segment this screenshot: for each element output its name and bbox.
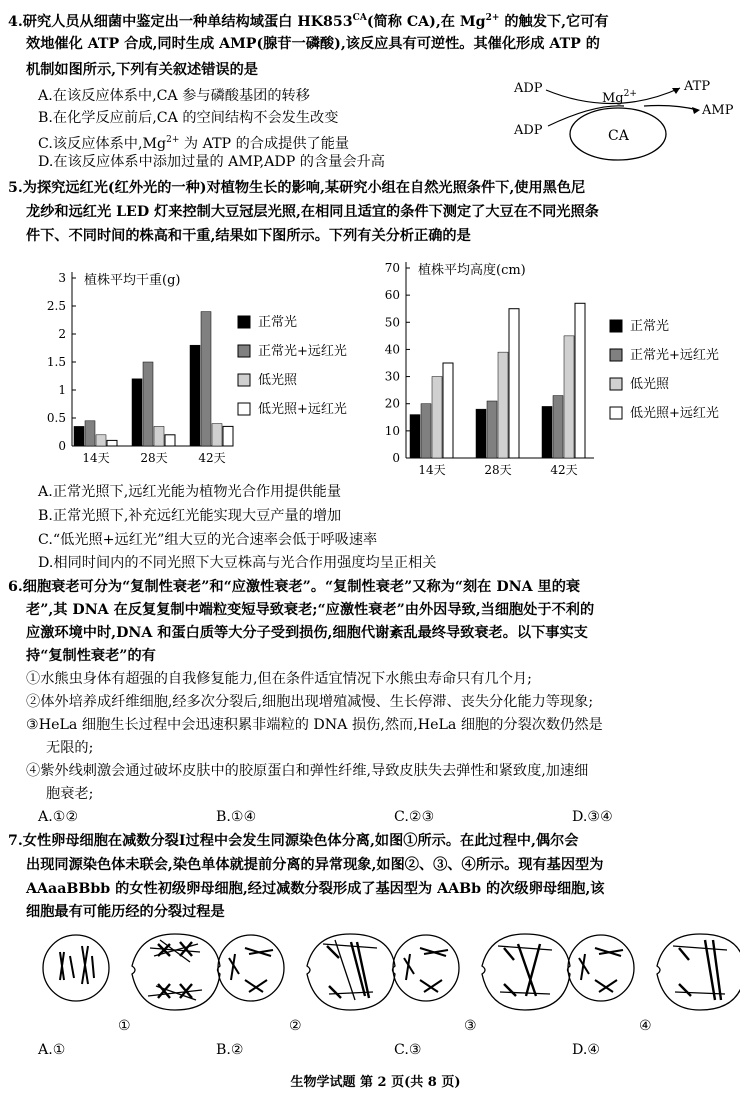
q5-option-c: C.“低光照+远红光”组大豆的光合速率会低于呼吸速率 — [38, 532, 378, 548]
y-tick-label: 2 — [58, 327, 66, 341]
adp-label-2: ADP — [514, 123, 543, 138]
separated-chromosomes — [504, 944, 540, 996]
bar — [74, 426, 84, 446]
q6-item-2: ②体外培养成纤维细胞,经多次分裂后,细胞出现增殖减慢、生长停滞、丧失分化能力等现象; — [26, 694, 594, 710]
q7-option-a: A.① — [38, 1042, 66, 1058]
bar — [132, 379, 142, 446]
legend-swatch — [610, 407, 622, 419]
legend-label: 低光照 — [630, 377, 670, 392]
q7-option-c: C.③ — [394, 1042, 422, 1058]
q5-line-2: 龙纱和远红光 LED 灯来控制大豆冠层光照,在相同且适宜的条件下测定了大豆在不同光照条 — [26, 204, 599, 220]
figure-1-label: ① — [118, 1018, 131, 1034]
q4-text: (简称 CA),在 Mg — [366, 14, 486, 30]
q7-option-d: D.④ — [572, 1042, 601, 1058]
x-tick-label: 42天 — [198, 451, 226, 465]
legend-swatch — [238, 403, 250, 415]
x-tick-label: 14天 — [418, 463, 446, 477]
bar — [564, 336, 574, 458]
x-tick-label: 42天 — [550, 463, 578, 477]
chromosomes — [404, 948, 448, 992]
bar — [143, 362, 153, 446]
y-tick-label: 40 — [384, 342, 400, 357]
height-chart — [370, 250, 750, 480]
mg-sup: 2+ — [623, 89, 637, 99]
bar — [443, 363, 453, 458]
bar — [85, 421, 95, 446]
bar — [487, 401, 497, 458]
dividing-cell — [482, 934, 570, 1010]
legend-label: 正常光 — [258, 315, 298, 330]
chromosomes — [60, 946, 94, 984]
dividing-cell — [132, 934, 220, 1010]
q6-line-3: 应激环境中时,DNA 和蛋白质等大分子受到损伤,细胞代谢紊乱最终导致衰老。以下事实支 — [26, 625, 588, 641]
q6-item-3-cont: 无限的; — [46, 740, 94, 756]
ca-label: CA — [608, 128, 629, 144]
q6-option-b: B.①④ — [216, 809, 257, 825]
q5-line-3: 件下、不同时间的株高和干重,结果如下图所示。下列有关分析正确的是 — [26, 228, 471, 244]
mg-text: Mg — [602, 91, 624, 106]
q4-option-d: D.在该反应体系中添加过量的 AMP,ADP 的含量会升高 — [38, 154, 385, 170]
bar — [542, 406, 552, 458]
legend-label: 正常光+远红光 — [630, 348, 719, 363]
q4-option-b: B.在化学反应前后,CA 的空间结构不会发生改变 — [38, 110, 339, 126]
separated-chromosomes — [679, 940, 721, 1000]
q7-line-1: 7.女性卵母细胞在减数分裂Ⅰ过程中会发生同源染色体分离,如图①所示。在此过程中,偶尔会 — [8, 833, 579, 849]
bar — [190, 345, 200, 446]
q6-option-a: A.①② — [38, 809, 79, 825]
q4-text: 4.研究人员从细菌中鉴定出一种单结构域蛋白 HK853 — [8, 14, 353, 30]
chart-title: 植株平均干重(g) — [84, 273, 181, 288]
figure-2 — [218, 934, 395, 1034]
cell-circle — [43, 935, 109, 1001]
bar — [432, 377, 442, 458]
q6-line-2: 老”,其 DNA 在反复复制中端粒变短导致衰老;“应激性衰老”由外因导致,当细胞处于不利的 — [26, 602, 595, 618]
bar — [165, 435, 175, 446]
x-tick-label: 28天 — [484, 463, 512, 477]
arrow-amp — [692, 107, 700, 114]
q7-line-3: AAaaBBbb 的女性初级卵母细胞,经过减数分裂形成了基因型为 AABb 的次级卵母细胞,该 — [26, 881, 605, 897]
q5-option-a: A.正常光照下,远红光能为植物光合作用提供能量 — [38, 484, 342, 500]
q6-item-1: ①水熊虫身体有超强的自我修复能力,但在条件适宜情况下水熊虫寿命只有几个月; — [26, 671, 532, 687]
q4-line-2: 效地催化 ATP 合成,同时生成 AMP(腺苷一磷酸),该反应具有可逆性。其催化形成 ATP 的 — [26, 36, 600, 52]
legend-swatch — [238, 345, 250, 357]
legend-swatch — [238, 374, 250, 386]
atp-label: ATP — [684, 79, 711, 94]
y-tick-label: 1.5 — [46, 355, 66, 369]
legend-label: 正常光 — [630, 319, 670, 334]
adp-join-arc — [548, 106, 624, 126]
figure-1 — [43, 934, 220, 1034]
q4-line-1 — [8, 8, 609, 32]
q7-line-2: 出现同源染色体未联会,染色单体就提前分离的异常现象,如图②、③、④所示。现有基因型为 — [26, 857, 604, 873]
q4-sup: CA — [352, 13, 367, 23]
y-tick-label: 2.5 — [46, 299, 66, 313]
figure-3-label: ③ — [464, 1018, 477, 1034]
bar — [154, 426, 164, 446]
x-tick-label: 14天 — [82, 451, 110, 465]
bar — [107, 440, 117, 446]
bar — [476, 409, 486, 458]
y-tick-label: 0.5 — [46, 411, 66, 425]
q7-option-b: B.② — [216, 1042, 244, 1058]
page-footer: 生物学试题 第 2 页(共 8 页) — [290, 1075, 461, 1090]
ca-mechanism-diagram — [504, 74, 744, 184]
bar — [212, 424, 222, 446]
bar — [410, 415, 420, 458]
legend-swatch — [238, 316, 250, 328]
q4-sup: 2+ — [485, 13, 500, 23]
legend-label: 低光照 — [258, 373, 298, 388]
chart-title: 植株平均高度(cm) — [418, 263, 526, 278]
q6-option-c: C.②③ — [394, 809, 435, 825]
legend-swatch — [610, 320, 622, 332]
y-tick-label: 30 — [384, 369, 400, 384]
q4-c-text: C.该反应体系中,Mg — [38, 136, 167, 152]
y-tick-label: 0 — [58, 439, 66, 453]
figure-4-label: ④ — [639, 1018, 652, 1034]
bar — [575, 303, 585, 458]
dividing-cell — [657, 934, 740, 1010]
chromosomes — [579, 948, 623, 992]
y-tick-label: 20 — [384, 396, 400, 411]
y-tick-label: 50 — [384, 315, 400, 330]
q6-item-3: ③HeLa 细胞生长过程中会迅速积累非端粒的 DNA 损伤,然而,HeLa 细胞的分裂次数仍然是 — [26, 717, 603, 733]
q4-line-3: 机制如图所示,下列有关叙述错误的是 — [26, 62, 258, 78]
legend-label: 正常光+远红光 — [258, 344, 347, 359]
q4-c-text: 为 ATP 的合成提供了能量 — [179, 136, 350, 152]
amp-arc — [644, 106, 698, 111]
y-tick-label: 70 — [384, 261, 400, 275]
q4-c-sup: 2+ — [166, 135, 180, 145]
q6-line-1: 6.细胞衰老可分为“复制性衰老”和“应激性衰老”。“复制性衰老”又称为“刻在 DNA 里的衰 — [8, 579, 581, 595]
legend-label: 低光照+远红光 — [258, 402, 347, 417]
bar — [498, 352, 508, 458]
legend-swatch — [610, 378, 622, 390]
q4-option-c — [38, 130, 349, 154]
bar — [201, 312, 211, 446]
figure-4 — [568, 934, 740, 1034]
y-tick-label: 10 — [384, 423, 400, 438]
separated-chromosomes — [327, 942, 369, 998]
bar — [509, 309, 519, 458]
amp-label: AMP — [702, 103, 734, 118]
chromosomes — [229, 948, 273, 992]
adp-label-1: ADP — [514, 81, 543, 96]
y-tick-label: 3 — [58, 271, 66, 285]
q5-line-1: 5.为探究远红光(红外光的一种)对植物生长的影响,某研究小组在自然光照条件下,使用黑色尼 — [8, 180, 586, 196]
figure-2-label: ② — [289, 1018, 302, 1034]
bar — [223, 426, 233, 446]
q6-option-d: D.③④ — [572, 809, 613, 825]
bar — [421, 404, 431, 458]
legend-swatch — [610, 349, 622, 361]
q4-text: 的触发下,它可有 — [499, 14, 609, 30]
dry-weight-chart — [40, 256, 370, 481]
figure-3 — [393, 934, 570, 1034]
q5-option-b: B.正常光照下,补充远红光能实现大豆产量的增加 — [38, 508, 342, 524]
y-tick-label: 1 — [58, 383, 66, 397]
bar — [96, 435, 106, 446]
y-tick-label: 60 — [384, 288, 400, 303]
y-tick-label: 0 — [392, 451, 400, 465]
meiosis-figures — [30, 922, 740, 1038]
legend-label: 低光照+远红光 — [630, 406, 719, 421]
bar — [553, 396, 563, 458]
q6-item-4-cont: 胞衰老; — [46, 786, 94, 802]
q7-line-4: 细胞最有可能历经的分裂过程是 — [26, 904, 225, 920]
q6-item-4: ④紫外线刺激会通过破坏皮肤中的胶原蛋白和弹性纤维,导致皮肤失去弹性和紧致度,加速细 — [26, 763, 589, 779]
q5-option-d: D.相同时间内的不同光照下大豆株高与光合作用强度均呈正相关 — [38, 555, 437, 571]
q6-line-4: 持“复制性衰老”的有 — [26, 648, 156, 664]
x-tick-label: 28天 — [140, 451, 168, 465]
spindle-fibers — [148, 940, 202, 1000]
q4-option-a: A.在该反应体系中,CA 参与磷酸基团的转移 — [38, 88, 310, 104]
